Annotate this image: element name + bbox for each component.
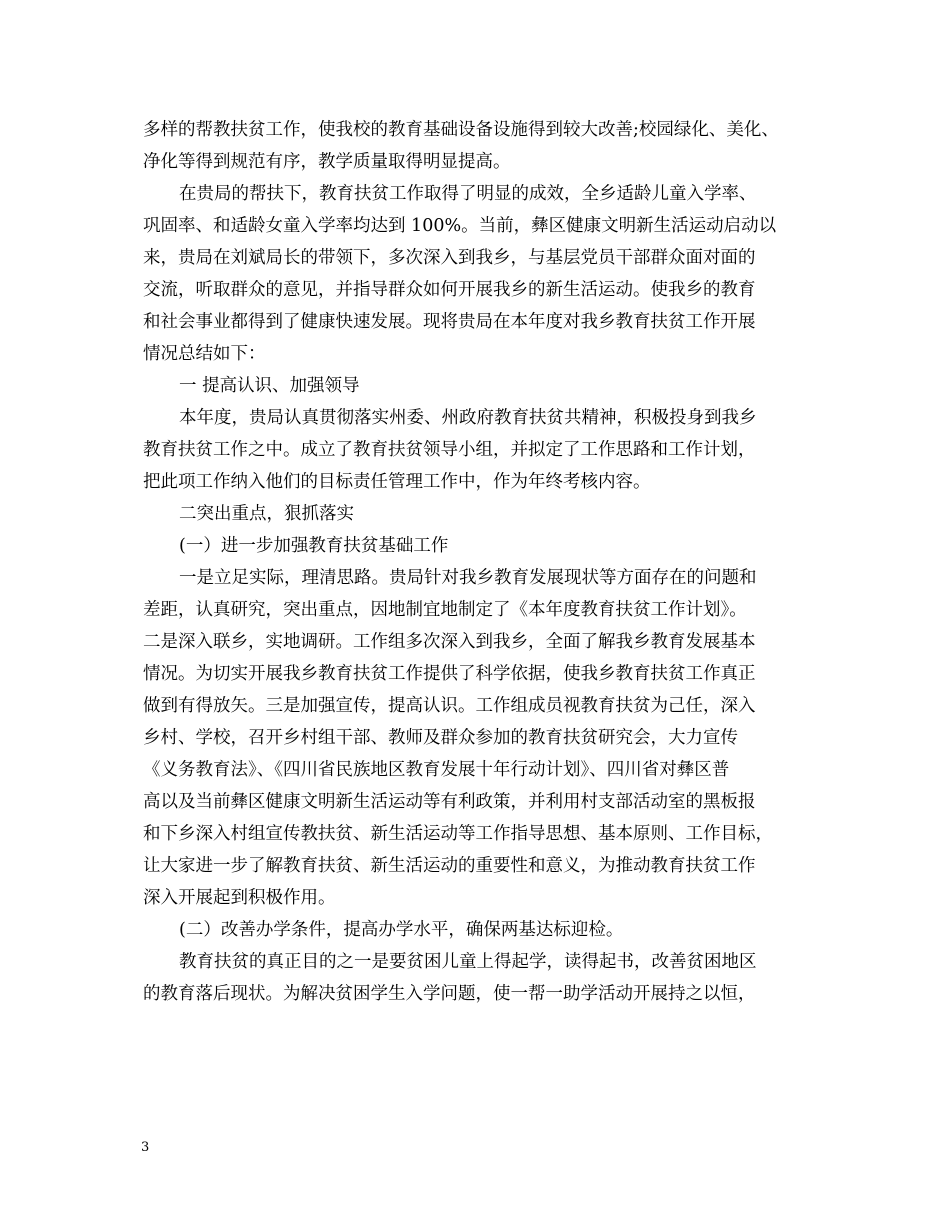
page-number: 3	[141, 1140, 150, 1155]
text-line: 一 提高认识、加强领导	[179, 376, 360, 396]
text-line: 一是立足实际，理清思路。贵局针对我乡教育发展现状等方面存在的问题和	[179, 568, 757, 588]
text-line: 本年度，贵局认真贯彻落实州委、州政府教育扶贫共精神，积极投身到我乡	[179, 408, 757, 428]
text-line: 情况总结如下：	[143, 344, 266, 364]
text-line: 教育扶贫的真正目的之一是要贫困儿童上得起学，读得起书，改善贫困地区	[179, 952, 757, 972]
text-line: 交流，听取群众的意见，并指导群众如何开展我乡的新生活运动。使我乡的教育	[143, 280, 756, 300]
text-line: 二是深入联乡，实地调研。工作组多次深入到我乡，全面了解我乡教育发展基本	[143, 632, 756, 652]
text-line: 来，贵局在刘斌局长的带领下，多次深入到我乡，与基层党员干部群众面对面的	[143, 248, 756, 268]
text-line: 多样的帮教扶贫工作，使我校的教育基础设备设施得到较大改善;校园绿化、美化、	[143, 120, 779, 140]
text-line: 差距，认真研究，突出重点，因地制宜地制定了《本年度教育扶贫工作计划》。	[143, 600, 747, 620]
text-line: 巩固率、和适龄女童入学率均达到 100%。当前，彝区健康文明新生活运动启动以	[143, 216, 777, 236]
text-line: 的教育落后现状。为解决贫困学生入学问题，使一帮一助学活动开展持之以恒，	[143, 984, 756, 1004]
text-line: 在贵局的帮扶下，教育扶贫工作取得了明显的成效，全乡适龄儿童入学率、	[179, 184, 757, 204]
text-line: 做到有得放矢。三是加强宣传，提高认识。工作组成员视教育扶贫为己任，深入	[143, 696, 756, 716]
text-line: 把此项工作纳入他们的目标责任管理工作中，作为年终考核内容。	[143, 472, 651, 492]
text-line: 深入开展起到积极作用。	[143, 888, 336, 908]
text-line: 《义务教育法》、《四川省民族地区教育发展十年行动计划》、四川省对彝区普	[143, 760, 730, 780]
text-line: 高以及当前彝区健康文明新生活运动等有利政策，并利用村支部活动室的黑板报	[143, 792, 756, 812]
text-line: 和社会事业都得到了健康快速发展。现将贵局在本年度对我乡教育扶贫工作开展	[143, 312, 756, 332]
text-line: 和下乡深入村组宣传教扶贫、新生活运动等工作指导思想、基本原则、工作目标，	[143, 824, 773, 844]
text-line: 情况。为切实开展我乡教育扶贫工作提供了科学依据，使我乡教育扶贫工作真正	[143, 664, 756, 684]
document-body	[143, 114, 823, 1010]
text-line: 教育扶贫工作之中。成立了教育扶贫领导小组，并拟定了工作思路和工作计划，	[143, 440, 756, 460]
text-line: 净化等得到规范有序，教学质量取得明显提高。	[143, 152, 511, 172]
text-line: 让大家进一步了解教育扶贫、新生活运动的重要性和意义，为推动教育扶贫工作	[143, 856, 756, 876]
text-line: (一）进一步加强教育扶贫基础工作	[179, 536, 449, 556]
text-line: (二）改善办学条件，提高办学水平，确保两基达标迎检。	[179, 920, 624, 940]
text-line: 乡村、学校，召开乡村组干部、教师及群众参加的教育扶贫研究会，大力宣传	[143, 728, 738, 748]
text-line: 二突出重点，狠抓落实	[179, 504, 354, 524]
